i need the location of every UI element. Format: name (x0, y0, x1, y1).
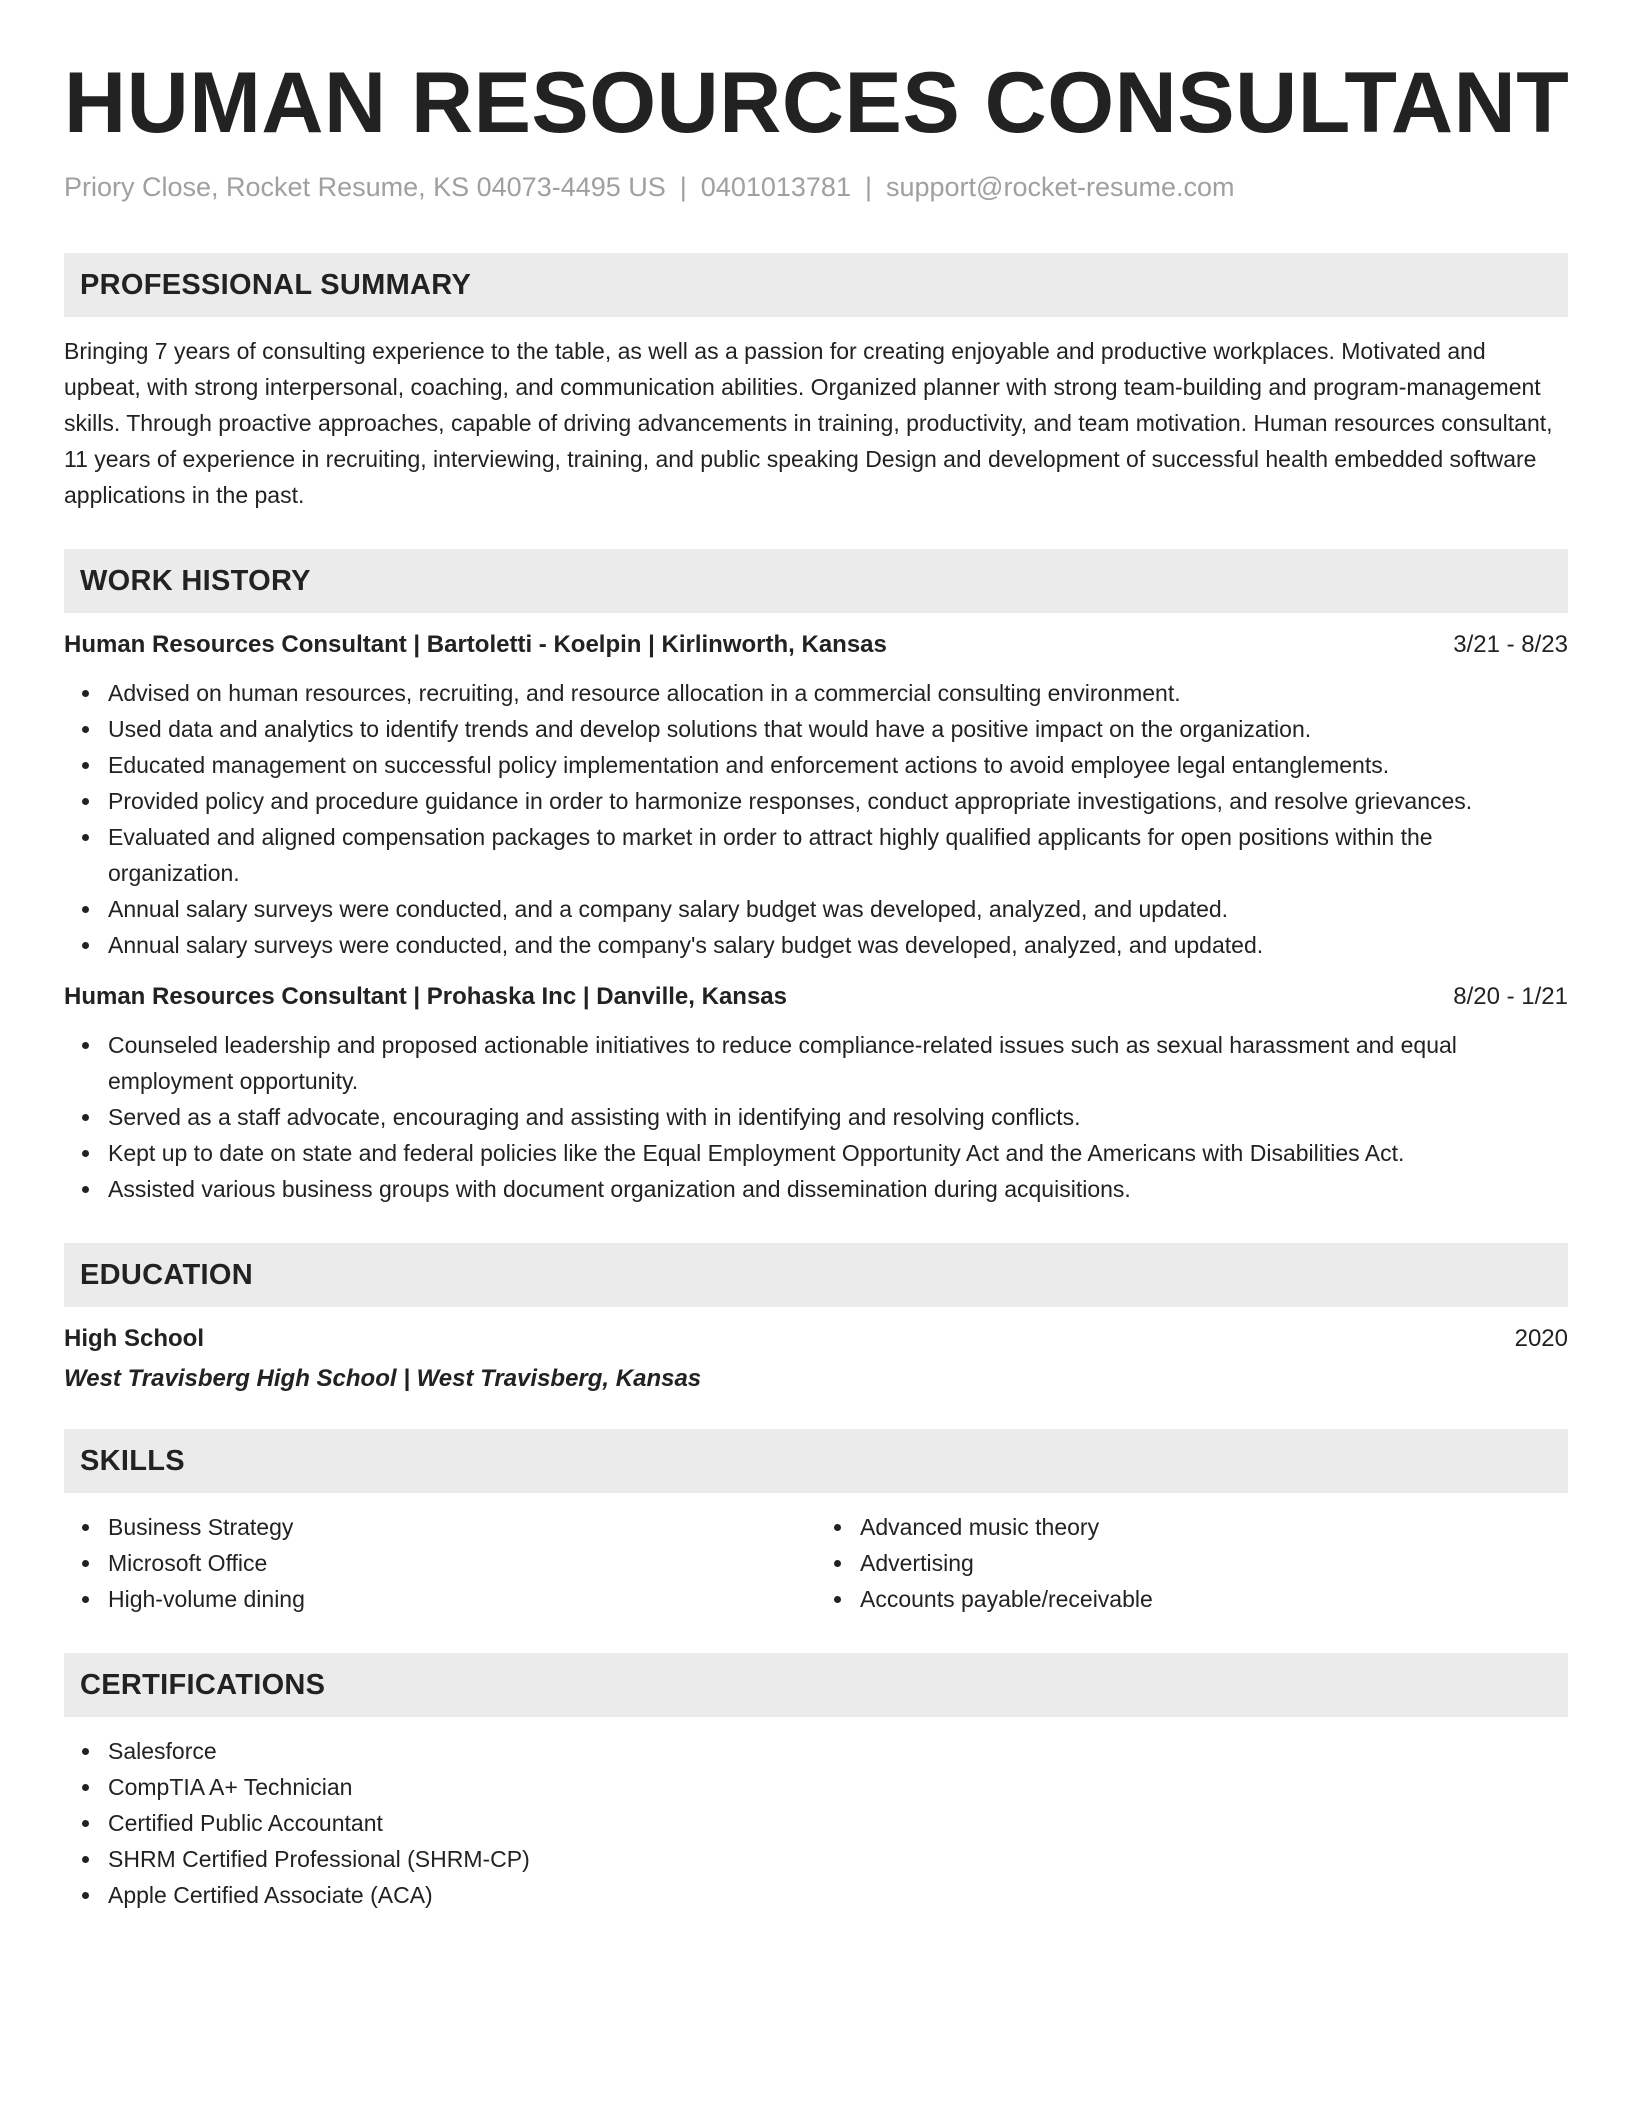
skill-item: High-volume dining (64, 1581, 816, 1617)
skills-grid (64, 1509, 1568, 1617)
job-bullet: Annual salary surveys were conducted, and a company salary budget was developed, analyzed, and updated. (64, 891, 1568, 927)
certification-item: CompTIA A+ Technician (64, 1769, 1568, 1805)
job-bullet: Kept up to date on state and federal policies like the Equal Employment Opportunity Act and the Americans with Disabilities Act. (64, 1135, 1568, 1171)
job-bullet: Used data and analytics to identify trends and develop solutions that would have a positive impact on the organization. (64, 711, 1568, 747)
certification-item: Apple Certified Associate (ACA) (64, 1877, 1568, 1913)
certifications-list (64, 1733, 1568, 1913)
job-header (64, 631, 1568, 659)
skills-column-left (64, 1509, 816, 1617)
summary-section (64, 253, 1568, 513)
skill-item: Advanced music theory (816, 1509, 1568, 1545)
job-bullet: Served as a staff advocate, encouraging and assisting with in identifying and resolving conflicts. (64, 1099, 1568, 1135)
job-entry (64, 631, 1568, 963)
summary-text: Bringing 7 years of consulting experience to the table, as well as a passion for creating enjoyable and productive workplaces. Motivated and upbeat, with strong interpersonal, coaching, and communication abilities. Organized planner with strong team-building and program-management skills. Through proactive approaches, capable of driving advancements in training, productivity, and team motivation. Human resources consultant, 11 years of experience in recruiting, interviewing, training, and public speaking Design and development of successful health embedded software applications in the past. (64, 338, 1553, 508)
job-header (64, 983, 1568, 1011)
skills-list (64, 1509, 816, 1617)
skill-item: Accounts payable/receivable (816, 1581, 1568, 1617)
job-bullet: Annual salary surveys were conducted, and the company's salary budget was developed, analyzed, and updated. (64, 927, 1568, 963)
job-title: Human Resources Consultant | Prohaska Inc | Danville, Kansas (64, 983, 787, 1010)
education-header (64, 1325, 1568, 1353)
certification-item: Salesforce (64, 1733, 1568, 1769)
certifications-heading: CERTIFICATIONS (64, 1653, 1568, 1717)
skills-column-right (816, 1509, 1568, 1617)
job-bullet: Evaluated and aligned compensation packages to market in order to attract highly qualified applicants for open positions within the organization. (64, 819, 1568, 891)
job-dates: 3/21 - 8/23 (1453, 631, 1568, 658)
job-bullet: Provided policy and procedure guidance in order to harmonize responses, conduct appropriate investigations, and resolve grievances. (64, 783, 1568, 819)
skill-item: Business Strategy (64, 1509, 816, 1545)
certification-item: Certified Public Accountant (64, 1805, 1568, 1841)
job-bullet: Counseled leadership and proposed actionable initiatives to reduce compliance-related issues such as sexual harassment and equal employment opportunity. (64, 1027, 1568, 1099)
job-bullet: Educated management on successful policy implementation and enforcement actions to avoid employee legal entanglements. (64, 747, 1568, 783)
job-bullet: Advised on human resources, recruiting, and resource allocation in a commercial consulting environment. (64, 675, 1568, 711)
skills-heading: SKILLS (64, 1429, 1568, 1493)
contact-email: support@rocket-resume.com (885, 172, 1235, 202)
education-school: West Travisberg High School | West Travisberg, Kansas (64, 1365, 702, 1392)
job-bullet: Assisted various business groups with document organization and dissemination during acquisitions. (64, 1171, 1568, 1207)
work-history-section (64, 549, 1568, 1207)
job-title: Human Resources Consultant | Bartoletti - Koelpin | Kirlinworth, Kansas (64, 631, 887, 658)
skills-list (816, 1509, 1568, 1617)
resume-name: HUMAN RESOURCES CONSULTANT (64, 55, 1570, 151)
certification-item: SHRM Certified Professional (SHRM-CP) (64, 1841, 1568, 1877)
job-entry (64, 983, 1568, 1207)
job-bullets (64, 1027, 1568, 1207)
skill-item: Advertising (816, 1545, 1568, 1581)
job-bullets (64, 675, 1568, 963)
work-history-heading: WORK HISTORY (64, 549, 1568, 613)
contact-line (64, 172, 1568, 203)
education-section (64, 1243, 1568, 1393)
summary-heading: PROFESSIONAL SUMMARY (64, 253, 1568, 317)
contact-separator: | (864, 172, 872, 202)
contact-phone: 0401013781 (700, 172, 851, 202)
contact-separator: | (679, 172, 687, 202)
education-year: 2020 (1514, 1325, 1568, 1352)
contact-address: Priory Close, Rocket Resume, KS 04073-4495 US (64, 172, 666, 202)
certifications-section (64, 1653, 1568, 1913)
education-degree: High School (64, 1325, 204, 1352)
job-dates: 8/20 - 1/21 (1453, 983, 1568, 1010)
skill-item: Microsoft Office (64, 1545, 816, 1581)
education-heading: EDUCATION (64, 1243, 1568, 1307)
skills-section (64, 1429, 1568, 1617)
